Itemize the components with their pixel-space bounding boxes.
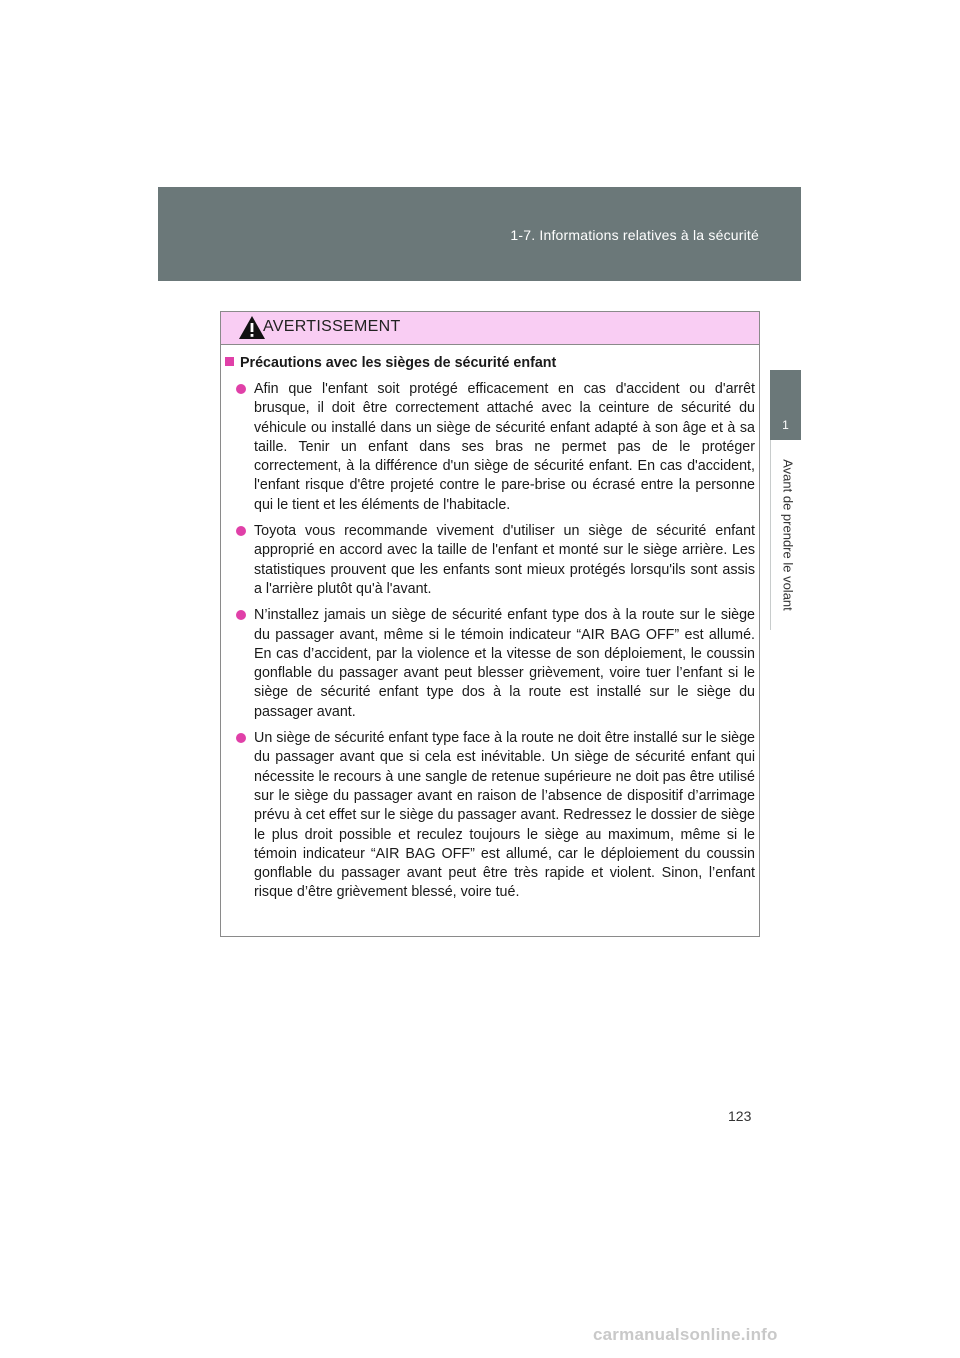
section-title: 1-7. Informations relatives à la sécurité: [510, 227, 759, 243]
list-item: [236, 380, 755, 515]
warning-item-list: [236, 380, 755, 910]
warning-box: [220, 311, 760, 937]
warning-section-title: Précautions avec les sièges de sécurité enfant: [240, 355, 557, 371]
warning-triangle-icon: [238, 315, 266, 340]
square-bullet-icon: [225, 357, 234, 366]
bullet-dot-icon: [236, 733, 246, 743]
bullet-dot-icon: [236, 526, 246, 536]
list-item-text: Toyota vous recommande vivement d'utiliser un siège de sécurité enfant approprié en accord avec la taille de l'enfant et monté sur le siège arrière. Les statistiques prouvent que les enfants sont mieux protégés lorsqu'ils sont assis a l'arrière plutôt qu'à l'avant.: [254, 523, 755, 597]
chapter-tab: [770, 370, 801, 440]
chapter-label: Avant de prendre le volant: [780, 459, 796, 611]
chapter-header: [158, 187, 801, 281]
list-item-text: Afin que l'enfant soit protégé efficacement en cas d'accident ou d'arrêt brusque, il doit être correctement attaché avec la ceinture de sécurité du véhicule ou installé dans un siège de sécurité enfant adapté à son âge et à sa taille. Tenir un enfant dans ses bras ne permet pas de le protéger correctement, à la différence d'un siège de sécurité enfant. En cas d'accident, l'enfant risque d'être projeté contre le pare-brise ou écrasé entre la personne qui le tient et les éléments de l'habitacle.: [254, 381, 755, 513]
list-item-text: N’installez jamais un siège de sécurité enfant type dos à la route sur le siège du passager avant, même si le témoin indicateur “AIR BAG OFF” est allumé. En cas d’accident, par la violence et la vitesse de son déploiement, le coussin gonflable du passager avant peut blesser grièvement, voire tuer l’enfant si le siège de sécurité enfant type dos à la route est installé sur le siège du passager avant.: [254, 607, 755, 720]
bullet-dot-icon: [236, 610, 246, 620]
chapter-number: 1: [782, 418, 789, 432]
watermark: carmanualsonline.info: [593, 1325, 778, 1344]
list-item: [236, 522, 755, 599]
warning-title: AVERTISSEMENT: [263, 318, 401, 335]
bullet-dot-icon: [236, 384, 246, 394]
list-item: [236, 729, 755, 903]
list-item: [236, 606, 755, 722]
warning-header: [221, 312, 759, 345]
warning-section-heading: [225, 355, 556, 371]
list-item-text: Un siège de sécurité enfant type face à la route ne doit être installé sur le siège du passager avant que si cela est inévitable. Un siège de sécurité enfant qui nécessite le recours à une sangle de retenue supérieure ne doit pas être utilisé sur le siège du passager avant en raison de l’absence de dispositif d’arrimage prévu à cet effet sur le siège du passager avant. Redressez le dossier de siège le plus droit possible et reculez toujours le siège au maximum, même si le témoin indicateur “AIR BAG OFF” est allumé, car le déploiement du coussin gonflable du passager avant peut être très rapide et violent. Sinon, l’enfant risque d’être grièvement blessé, voire tué.: [254, 730, 755, 901]
page-number: 123: [728, 1108, 752, 1124]
